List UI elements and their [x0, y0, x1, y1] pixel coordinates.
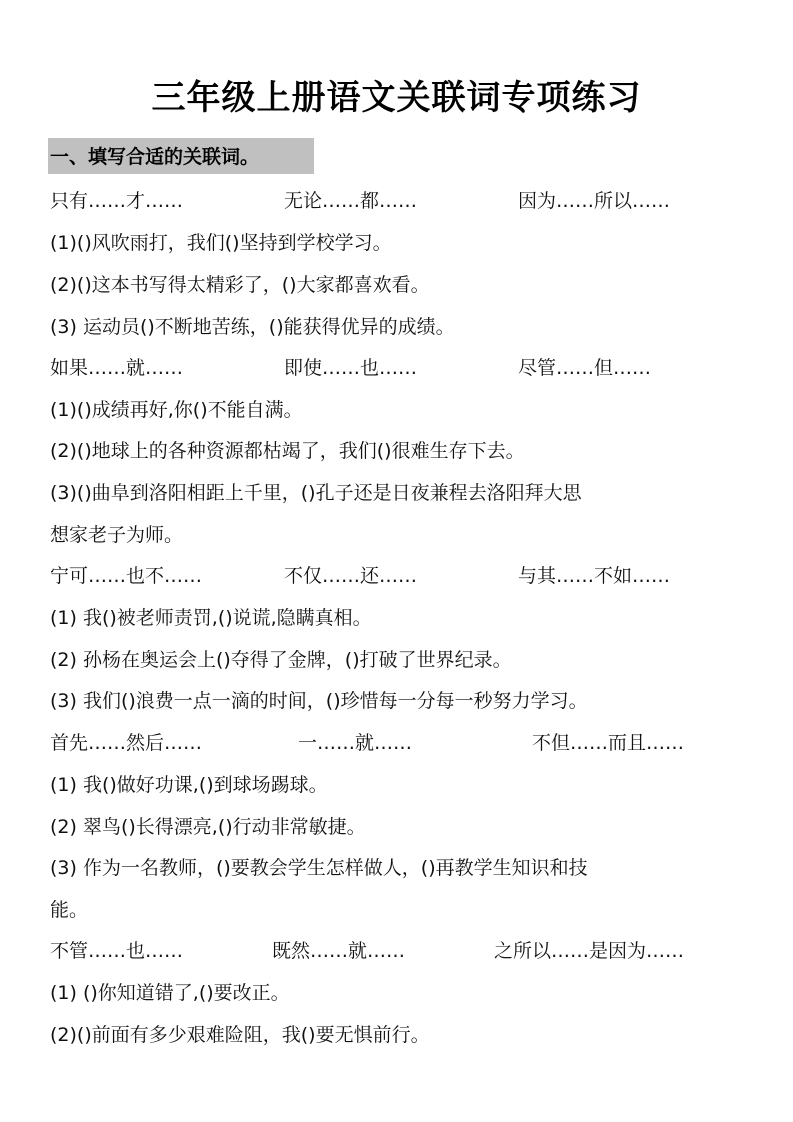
conjunction-pair: 既然……就……: [272, 940, 406, 962]
conjunction-pair: 首先……然后……: [50, 732, 203, 754]
exercise-item: (2) 孙杨在奥运会上()夺得了金牌，()打破了世界纪录。: [50, 649, 512, 671]
exercise-item: (3)()曲阜到洛阳相距上千里，()孔子还是日夜兼程去洛阳拜大思: [50, 482, 582, 504]
conjunction-pairs-row: [50, 563, 770, 589]
conjunction-pair: 只有……才……: [50, 190, 184, 212]
conjunction-pair: 不仅……还……: [284, 565, 418, 587]
conjunction-pair: 宁可……也不……: [50, 565, 203, 587]
page-title: 三年级上册语文关联词专项练习: [151, 78, 642, 118]
conjunction-pair: 一……就……: [298, 732, 413, 754]
conjunction-pairs-row: [50, 188, 770, 214]
exercise-item: (3) 作为一名教师，()要教会学生怎样做人，()再教学生知识和技: [50, 857, 588, 879]
exercise-item: (1) 我()被老师责罚,()说谎,隐瞒真相。: [50, 607, 372, 629]
exercise-item: (1)()成绩再好,你()不能自满。: [50, 399, 303, 421]
exercise-item: (1) ()你知道错了,()要改正。: [50, 982, 290, 1004]
conjunction-pair: 如果……就……: [50, 357, 184, 379]
exercise-item: (2) 翠鸟()长得漂亮,()行动非常敏捷。: [50, 816, 366, 838]
conjunction-pair: 不管……也……: [50, 940, 184, 962]
conjunction-pair: 即使……也……: [284, 357, 418, 379]
section-header: 一、填写合适的关联词。: [48, 138, 314, 174]
conjunction-pairs-row: [50, 938, 770, 964]
exercise-item: (1) 我()做好功课,()到球场踢球。: [50, 774, 328, 796]
conjunction-pairs-row: [50, 730, 770, 756]
exercise-item: (2)()地球上的各种资源都枯竭了，我们()很难生存下去。: [50, 440, 525, 462]
conjunction-pair: 之所以……是因为……: [494, 940, 685, 962]
conjunction-pairs-row: [50, 355, 770, 381]
conjunction-pair: 与其……不如……: [518, 565, 671, 587]
exercise-item: (3) 我们()浪费一点一滴的时间，()珍惜每一分每一秒努力学习。: [50, 690, 588, 712]
conjunction-pair: 无论……都……: [284, 190, 418, 212]
conjunction-pair: 尽管……但……: [518, 357, 652, 379]
exercise-item: (2)()前面有多少艰难险阻，我()要无惧前行。: [50, 1024, 430, 1046]
exercise-item-continuation: 能。: [50, 899, 89, 921]
exercise-item-continuation: 想家老子为师。: [50, 524, 184, 546]
conjunction-pair: 因为……所以……: [518, 190, 671, 212]
exercise-item: (2)()这本书写得太精彩了，()大家都喜欢看。: [50, 274, 430, 296]
conjunction-pair: 不但……而且……: [532, 732, 685, 754]
exercise-item: (1)()风吹雨打，我们()坚持到学校学习。: [50, 232, 392, 254]
exercise-item: (3) 运动员()不断地苦练，()能获得优异的成绩。: [50, 316, 455, 338]
